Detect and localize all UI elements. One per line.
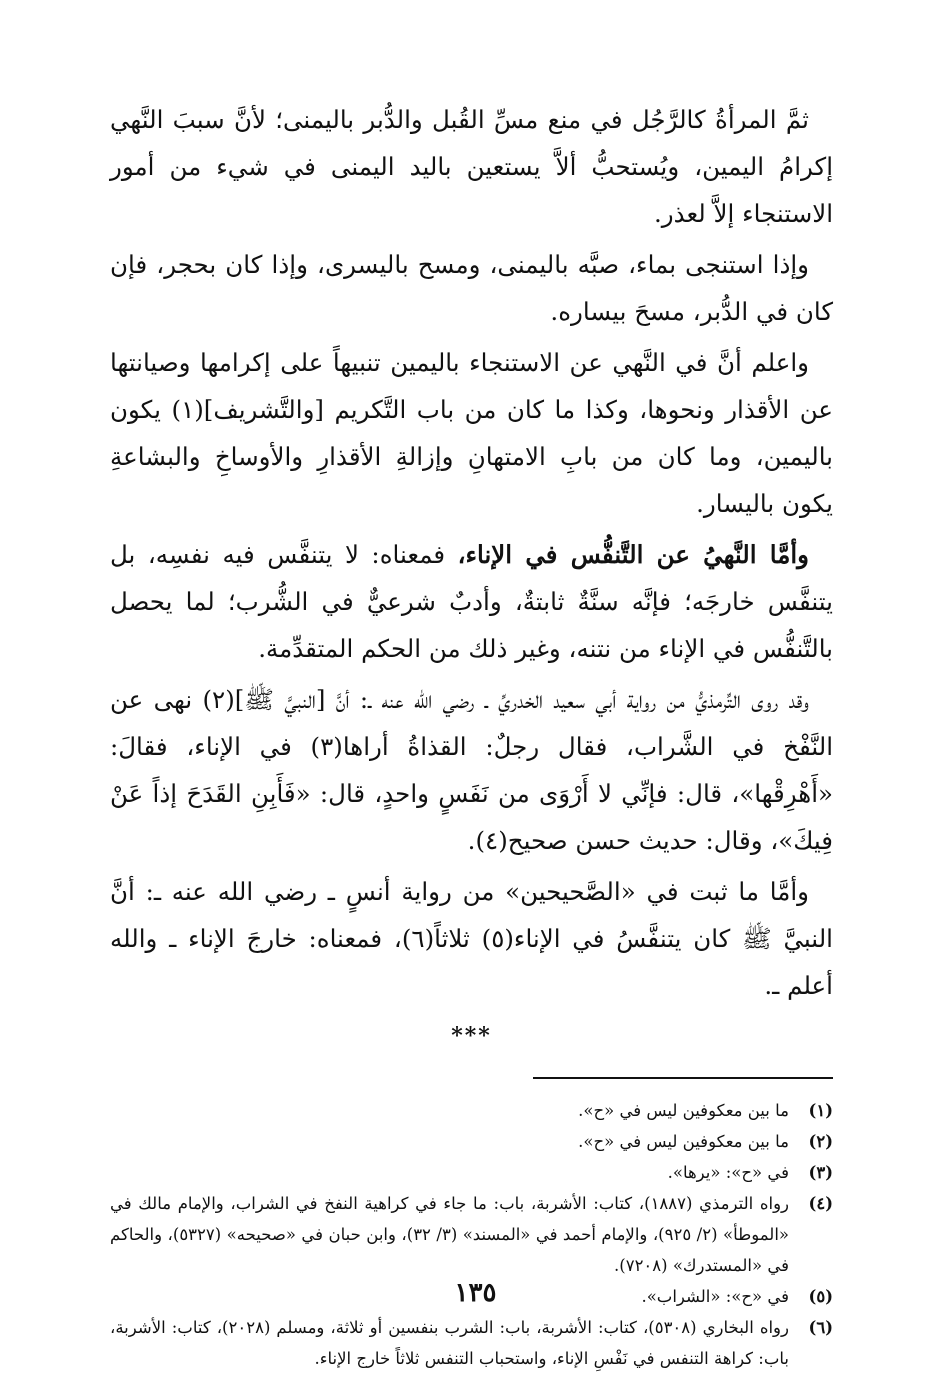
- footnote-text: رواه الترمذي (١٨٨٧)، كتاب: الأشربة، باب: ما جاء في كراهية النفخ في الشراب، والإمام مالك في «الموطأ» (٢/ ٩٢٥)، والإمام أحمد في «المسند» (٣/ ٣٢)، وابن حبان في «صحيحه» (٥٣٢٧)، والحاكم في «المستدرك» (٧٢٠٨).: [110, 1194, 790, 1275]
- footnote-number: (٢): [808, 1132, 833, 1151]
- paragraph-text: وإذا استنجى بماء، صبَّه باليمنى، ومسح باليسرى، وإذا كان بحجر، فإن كان في الدُّبر، مسحَ بيساره.: [110, 250, 833, 326]
- paragraph-text: فمعناه: لا يتنفَّس فيه نفسِه، بل يتنفَّس خارجَه؛ فإنَّه سنَّةٌ ثابتةٌ، وأدبٌ شرعيٌّ في الشُّرب؛ لما يحصل بالتَّنفُّس في الإناء من نتنه، وغير ذلك من الحكم المتقدِّمة.: [110, 540, 833, 663]
- footnote-number: (٦): [808, 1318, 833, 1337]
- footnote-text: ما بين معكوفين ليس في «ح».: [578, 1132, 789, 1151]
- page-number: ١٣٥: [454, 1278, 497, 1308]
- footnotes: [110, 1095, 833, 1374]
- section-separator: ***: [451, 1023, 492, 1049]
- paragraph-1: [110, 96, 833, 237]
- footnote-item: [110, 1126, 833, 1157]
- paragraph-text: وأمَّا ما ثبت في «الصَّحيحين» من رواية أنسٍ ـ رضي الله عنه ـ: أنَّ النبيَّ ﷺ كان يتنفَّسُ في الإناء(٥) ثلاثاً(٦)، فمعناه: خارجَ الإناء ـ والله أعلم ـ.: [110, 877, 833, 1000]
- paragraph-4: [110, 531, 833, 672]
- footnote-text: في «ح»: «يرها».: [667, 1163, 789, 1182]
- footnote-text: ما بين معكوفين ليس في «ح».: [578, 1101, 789, 1120]
- footnote-rule: [533, 1077, 833, 1079]
- paragraph-6: [110, 868, 833, 1009]
- footnote-text: رواه البخاري (٥٣٠٨)، كتاب: الأشربة، باب: الشرب بنفسين أو ثلاثة، ومسلم (٢٠٢٨)، كتاب: الأشربة، باب: كراهة التنفس في نَفْسِ الإناء، واستحباب التنفس ثلاثاً خارج الإناء.: [110, 1318, 789, 1368]
- footnote-number: (٤): [808, 1194, 833, 1213]
- footnote-item: [110, 1312, 833, 1374]
- paragraph-3: [110, 339, 833, 527]
- paragraph-text: واعلم أنَّ في النَّهي عن الاستنجاء باليمين تنبيهاً على إكرامها وصيانتها عن الأقذار ونحوها، وكذا ما كان من باب التَّكريم [والتَّشريف](١) يكون باليمين، وما كان من بابِ الامتهانِ وإزالةِ الأقذارِ والأوساخِ والبشاعةِ يكون باليسار.: [110, 348, 833, 518]
- paragraph-text: وقد روى التِّرمذيُّ من رواية أبي سعيد الخدريِّ ـ رضي الله عنه ـ: أنَّ [النبيَّ ﷺ](٢) نهى عن النَّفْخ في الشَّراب، فقال رجلٌ: القذاةُ أراها(٣) في الإناء، فقالَ: «أَهْرِقْها»، قال: فإنِّي لا أَرْوَى من نَفَسٍ واحدٍ، قال: «فَأَبِنِ القَدَحَ إذاً عَنْ فِيكَ»، وقال: حديث حسن صحيح(٤).: [110, 685, 834, 855]
- paragraph-text: ثمَّ المرأةُ كالرَّجُل في منع مسِّ القُبل والدُّبر باليمنى؛ لأنَّ سببَ النَّهي إكرامُ اليمين، ويُستحبُّ ألاَّ يستعين باليد اليمنى في شيء من أمور الاستنجاء إلاَّ لعذر.: [110, 105, 833, 228]
- footnote-item: [110, 1157, 833, 1188]
- paragraph-2: [110, 241, 833, 335]
- paragraph-lead: وأمَّا النَّهيُ عن التَّنفُّس في الإناء،: [457, 540, 809, 569]
- footnote-item: [110, 1188, 833, 1281]
- footnote-number: (١): [808, 1101, 833, 1120]
- footnote-number: (٣): [808, 1163, 833, 1182]
- footnote-number: (٥): [808, 1287, 833, 1306]
- footnote-text: في «ح»: «الشراب».: [641, 1287, 789, 1306]
- main-text: [110, 96, 833, 1009]
- paragraph-5: [110, 676, 833, 864]
- footnote-item: [110, 1095, 833, 1126]
